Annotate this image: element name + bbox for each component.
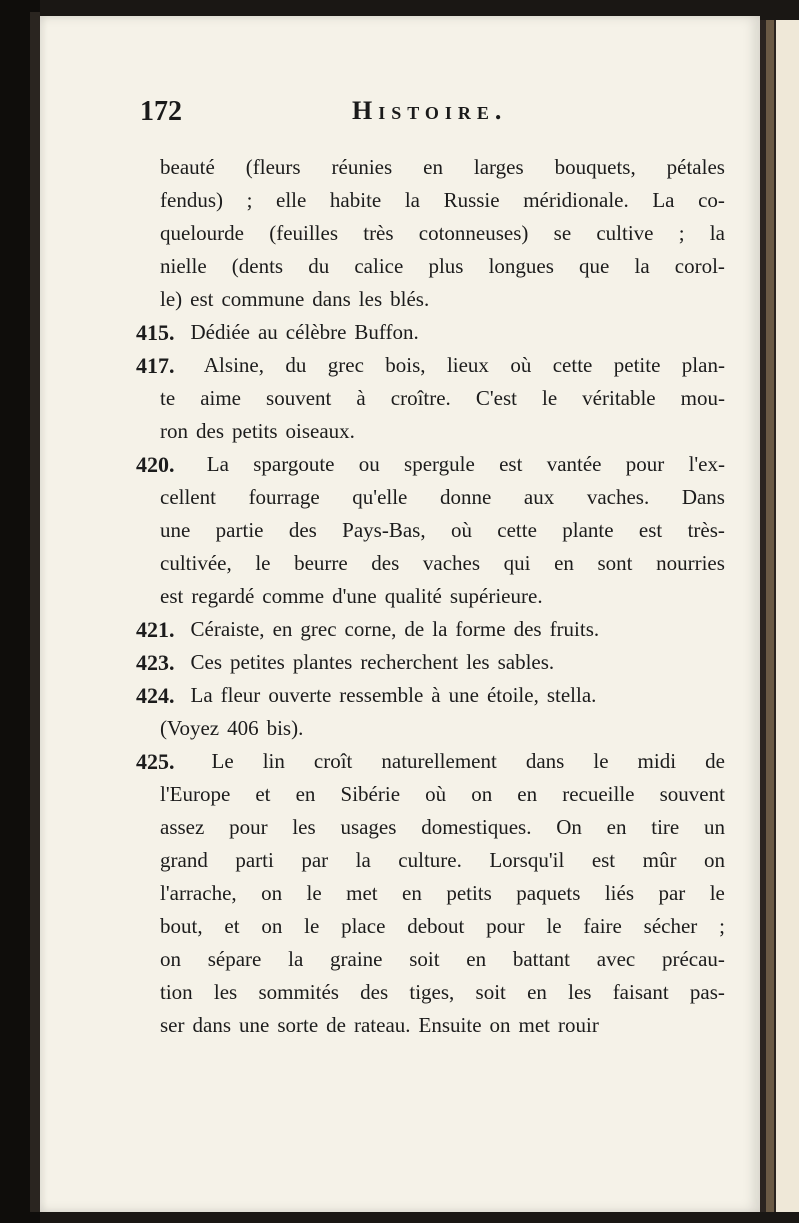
text-line: grand parti par la culture. Lorsqu'il est mûr on xyxy=(160,848,725,872)
facing-page-sliver xyxy=(776,20,799,1212)
text-line: tion les sommités des tiges, soit en les faisant pas- xyxy=(160,980,725,1004)
text-line: quelourde (feuilles très cotonneuses) se cultive ; la xyxy=(160,221,725,245)
note-line: 417. Alsine, du grec bois, lieux où cette petite plan- xyxy=(136,353,725,378)
book-page xyxy=(40,16,760,1212)
note-line: 425. Le lin croît naturellement dans le midi de xyxy=(136,749,725,774)
text-line: bout, et on le place debout pour le faire sécher ; xyxy=(160,914,725,938)
text-line: cellent fourrage qu'elle donne aux vaches. Dans xyxy=(160,485,725,509)
text-line: l'Europe et en Sibérie où on en recueille souvent xyxy=(160,782,725,806)
page-edge-shadow xyxy=(30,12,40,1212)
note-line: 415. Dédiée au célèbre Buffon. xyxy=(136,320,419,345)
text-line: ron des petits oiseaux. xyxy=(160,419,355,443)
note-line: 424. La fleur ouverte ressemble à une étoile, stella. xyxy=(136,683,597,708)
note-line: 423. Ces petites plantes recherchent les sables. xyxy=(136,650,555,675)
note-line: 420. La spargoute ou spergule est vantée pour l'ex- xyxy=(136,452,725,477)
text-line: ser dans une sorte de rateau. Ensuite on met rouir xyxy=(160,1013,599,1037)
facing-page-edge xyxy=(760,20,799,1212)
page-number: 172 xyxy=(140,96,182,127)
note-line: 421. Céraiste, en grec corne, de la forme des fruits. xyxy=(136,617,600,642)
text-line: nielle (dents du calice plus longues que la corol- xyxy=(160,254,725,278)
text-line: on sépare la graine soit en battant avec précau- xyxy=(160,947,725,971)
running-header xyxy=(40,96,760,136)
text-line: cultivée, le beurre des vaches qui en sont nourries xyxy=(160,551,725,575)
page-body xyxy=(136,151,725,1042)
text-line: une partie des Pays-Bas, où cette plante est très- xyxy=(160,518,725,542)
text-line: (Voyez 406 bis). xyxy=(160,716,304,740)
running-title: Histoire. xyxy=(352,96,508,125)
text-line: le) est commune dans les blés. xyxy=(160,287,430,311)
text-line: assez pour les usages domestiques. On en tire un xyxy=(160,815,725,839)
text-line: fendus) ; elle habite la Russie méridionale. La co- xyxy=(160,188,725,212)
text-line: est regardé comme d'une qualité supérieure. xyxy=(160,584,543,608)
page-fold xyxy=(766,20,774,1212)
text-line: te aime souvent à croître. C'est le véritable mou- xyxy=(160,386,725,410)
text-line: l'arrache, on le met en petits paquets liés par le xyxy=(160,881,725,905)
text-line: beauté (fleurs réunies en larges bouquets, pétales xyxy=(160,155,725,179)
